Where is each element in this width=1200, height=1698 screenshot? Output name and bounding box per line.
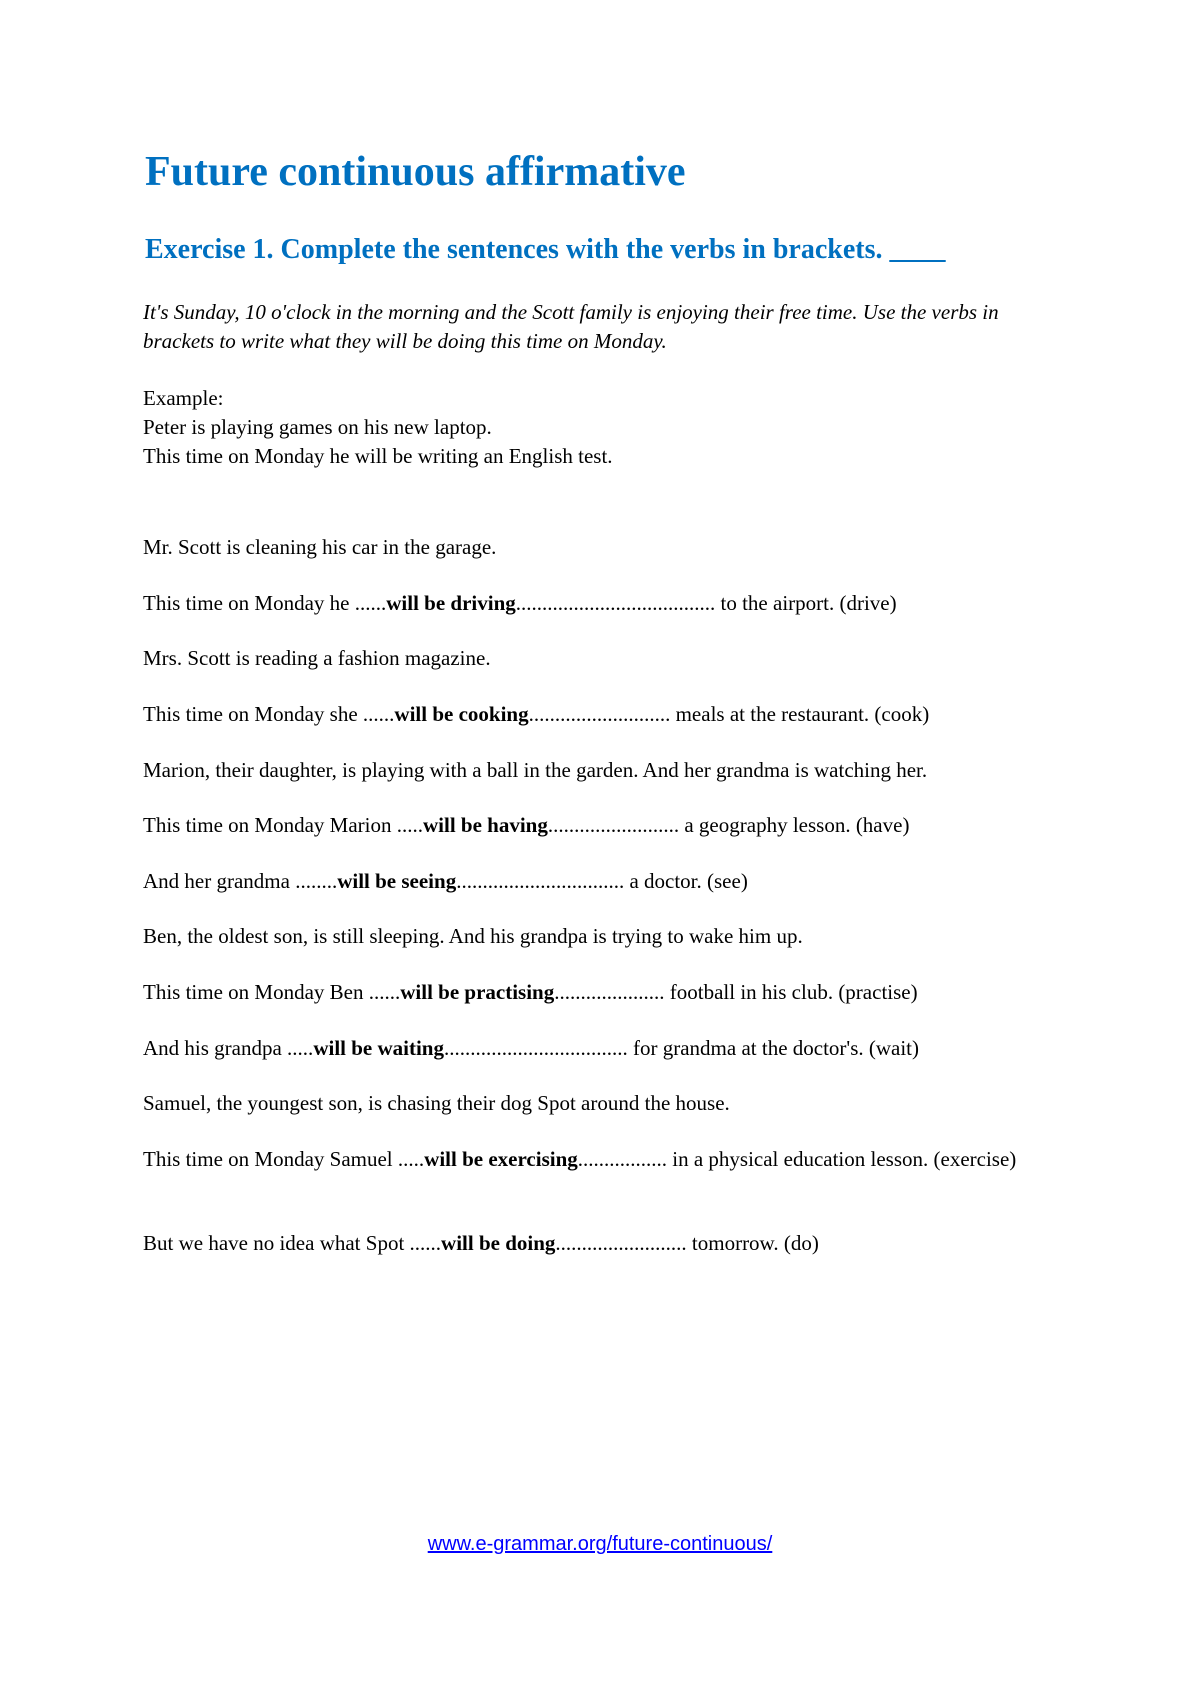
sentence-end: ........................... meals at the restaurant. (cook) — [528, 702, 930, 726]
situation-sentence: Marion, their daughter, is playing with a ball in the garden. And her grandma is watching her. — [143, 758, 928, 782]
answer-text: will be doing — [441, 1231, 556, 1255]
exercise-sentence — [143, 1144, 1063, 1174]
exercise-sentence — [143, 699, 1063, 729]
situation-sentence: Mr. Scott is cleaning his car in the garage. — [143, 535, 497, 559]
sentence-start: And his grandpa ..... — [143, 1036, 314, 1060]
answer-text: will be exercising — [424, 1147, 578, 1171]
situation-sentence: Ben, the oldest son, is still sleeping. And his grandpa is trying to wake him up. — [143, 924, 803, 948]
sentence-end: ................................... for grandma at the doctor's. (wait) — [444, 1036, 920, 1060]
sentence-start: This time on Monday he ...... — [143, 591, 387, 615]
answer-text: will be waiting — [313, 1036, 444, 1060]
example-line: This time on Monday he will be writing an English test. — [143, 444, 613, 468]
sentence-end: ......................... tomorrow. (do) — [555, 1231, 819, 1255]
sentence-end: ................................ a doctor. (see) — [456, 869, 748, 893]
exercise-heading: Exercise 1. Complete the sentences with the verbs in brackets. ____ — [145, 234, 946, 265]
answer-text: will be driving — [386, 591, 516, 615]
sentence-start: This time on Monday Marion ..... — [143, 813, 423, 837]
situation-sentence: Samuel, the youngest son, is chasing their dog Spot around the house. — [143, 1091, 730, 1115]
exercise-sentence — [143, 588, 1063, 618]
exercise-sentence — [143, 866, 1063, 896]
example-block — [143, 384, 1043, 471]
sentence-end: ......................... a geography lesson. (have) — [547, 813, 910, 837]
sentence-start: And her grandma ........ — [143, 869, 338, 893]
exercise-instructions: It's Sunday, 10 o'clock in the morning and the Scott family is enjoying their free time. Use the verbs in brackets to write what they will be doing this time on Monday. — [143, 300, 999, 353]
sentence-start: But we have no idea what Spot ...... — [143, 1231, 442, 1255]
sentence-end: ................. in a physical education lesson. (exercise) — [577, 1147, 1017, 1171]
exercise-sentence — [143, 1228, 1063, 1258]
exercise-sentence — [143, 1033, 1063, 1063]
sentence-end: ...................................... to the airport. (drive) — [515, 591, 897, 615]
example-line: Peter is playing games on his new laptop. — [143, 415, 492, 439]
answer-text: will be seeing — [337, 869, 457, 893]
situation-sentence: Mrs. Scott is reading a fashion magazine. — [143, 646, 491, 670]
exercise-sentence — [143, 810, 1063, 840]
answer-text: will be having — [422, 813, 548, 837]
sentence-start: This time on Monday she ...... — [143, 702, 395, 726]
footer — [0, 1533, 1200, 1556]
answer-text: will be cooking — [394, 702, 529, 726]
exercise-sentence — [143, 977, 1063, 1007]
sentence-start: This time on Monday Ben ...... — [143, 980, 401, 1004]
source-link[interactable]: www.e-grammar.org/future-continuous/ — [427, 1533, 773, 1555]
page-title: Future continuous affirmative — [145, 149, 686, 195]
sentence-end: ..................... football in his club. (practise) — [554, 980, 918, 1004]
example-label: Example: — [143, 386, 224, 410]
answer-text: will be practising — [400, 980, 555, 1004]
sentence-start: This time on Monday Samuel ..... — [143, 1147, 425, 1171]
